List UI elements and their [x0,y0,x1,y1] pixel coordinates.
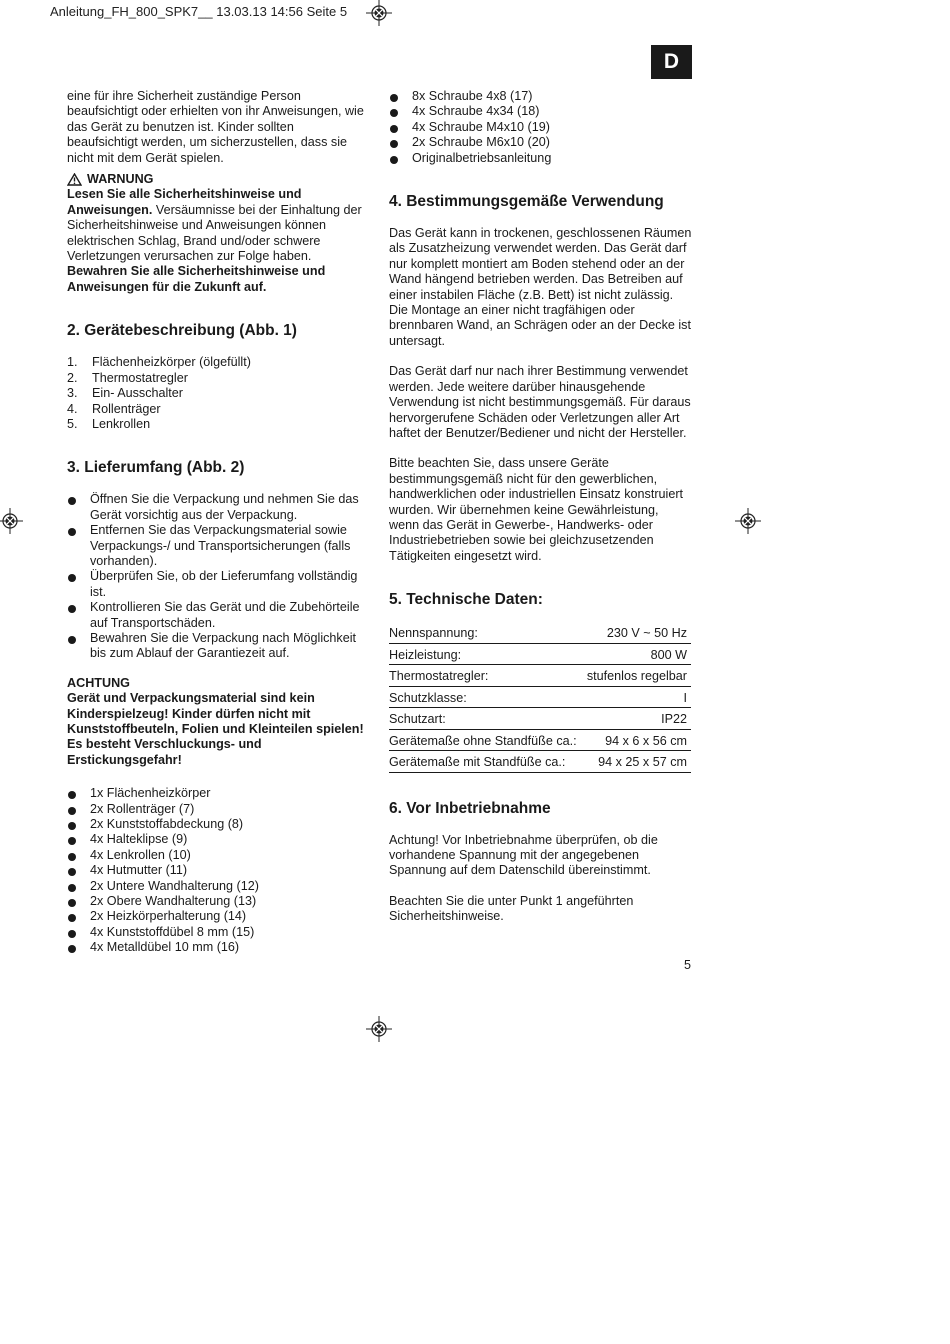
list-item: Öffnen Sie die Verpackung und nehmen Sie das Gerät vorsichtig aus der Verpackung. [67,492,367,523]
list-item: 1. Flächenheizkörper (ölgefüllt) [67,355,251,370]
bullet-icon [68,528,76,536]
registration-mark-icon [366,1016,392,1042]
table-row: Gerätemaße ohne Standfüße ca.: 94 x 6 x 56 cm [389,729,691,751]
list-item: Kontrollieren Sie das Gerät und die Zubehörteile auf Transportschäden. [67,600,367,631]
bullet-icon [68,884,76,892]
intended-use-paragraph-1: Das Gerät kann in trockenen, geschlossenen Räumen als Zusatzheizung verwendet werden. Das Gerät darf nur komplett montiert am Boden stehend oder an der Wand hängend betrieben werden. Das Betreiben auf einer instabilen Fläche (z.B. Bett) ist nicht zulässig. Die Montage an einer nicht tragfähigen oder brennbaren Wand, an Schrägen oder an der Decke ist untersagt. [389,226,692,348]
list-item: Originalbetriebsanleitung [389,151,692,166]
bullet-icon [68,822,76,830]
list-item: 4x Halteklipse (9) [67,832,367,847]
bullet-icon [390,140,398,148]
warning-keep-note: Bewahren Sie alle Sicherheitshinweise und Anweisungen für die Zukunft auf. [67,264,326,294]
bullet-icon [390,125,398,133]
list-item: 2x Schraube M6x10 (20) [389,135,692,150]
unpacking-steps-list [67,492,367,661]
list-item: 4x Kunststoffdübel 8 mm (15) [67,925,367,940]
bullet-icon [68,853,76,861]
list-item: 4x Hutmutter (11) [67,863,367,878]
bullet-icon [68,868,76,876]
warning-heading [67,172,367,187]
bullet-icon [390,109,398,117]
bullet-icon [68,837,76,845]
bullet-icon [68,945,76,953]
section-3-heading: 3. Lieferumfang (Abb. 2) [67,459,245,477]
right-column [389,89,692,925]
warning-body: Versäumnisse bei der Einhaltung der Sicherheitshinweise und Anweisungen können elektrischen Schlag, Brand und/oder schwere Verletzungen verursachen zur Folge haben. [67,202,362,264]
pre-operation-paragraph-2: Beachten Sie die unter Punkt 1 angeführten Sicherheitshinweise. [389,893,634,924]
bullet-icon [68,497,76,505]
left-column [67,89,367,956]
section-4-heading: 4. Bestimmungsgemäße Verwendung [389,193,664,211]
list-item: 2x Heizkörperhalterung (14) [67,909,367,924]
bullet-icon [68,636,76,644]
list-item: 2x Rollenträger (7) [67,802,367,817]
list-item: Überprüfen Sie, ob der Lieferumfang vollständig ist. [67,569,367,600]
warning-bold-lead: Lesen Sie alle Sicherheitshinweise und Anweisungen. [67,187,302,217]
table-row: Thermostatregler: stufenlos regelbar [389,665,691,687]
section-2-heading: 2. Gerätebeschreibung (Abb. 1) [67,322,297,340]
list-item: 2x Obere Wandhalterung (13) [67,894,367,909]
technical-data-table [389,622,691,773]
list-item: Bewahren Sie die Verpackung nach Möglichkeit bis zum Ablauf der Garantiezeit auf. [67,631,367,662]
list-item: 4x Metalldübel 10 mm (16) [67,940,367,955]
warning-title: WARNUNG [87,172,154,187]
language-badge: D [651,45,692,79]
bullet-icon [68,914,76,922]
print-header: Anleitung_FH_800_SPK7__ 13.03.13 14:56 Seite 5 [50,4,348,19]
bullet-icon [68,791,76,799]
registration-mark-icon [735,508,761,534]
bullet-icon [68,930,76,938]
achtung-title: ACHTUNG [67,675,130,690]
list-item: 1x Flächenheizkörper [67,786,367,801]
warning-triangle-icon [67,173,82,186]
delivery-parts-list [67,786,367,955]
list-item: 2x Kunststoffabdeckung (8) [67,817,367,832]
list-item: 4. Rollenträger [67,401,161,416]
bullet-icon [68,605,76,613]
achtung-text: Gerät und Verpackungsmaterial sind kein Kinderspielzeug! Kinder dürfen nicht mit Kunststoffbeuteln, Folien und Kleinteilen spielen! Es besteht Verschluckungs- und Erstickungsgefahr! [67,691,364,767]
intended-use-paragraph-3: Bitte beachten Sie, dass unsere Geräte bestimmungsgemäß nicht für den gewerblichen, handwerklichen oder industriellen Einsatz konstruiert wurden. Wir übernehmen keine Gewährleistung, wenn das Gerät in Gewerbe-, Handwerks- oder Industriebetrieben sowie bei gleichzusetzenden Tätigkeiten eingesetzt wird. [389,456,684,563]
list-item: 2. Thermostatregler [67,370,188,385]
section-6-heading: 6. Vor Inbetriebnahme [389,799,551,817]
registration-mark-icon [366,0,392,26]
list-item: Entfernen Sie das Verpackungsmaterial sowie Verpackungs-/ und Transportsicherungen (falls vorhanden). [67,523,367,569]
bullet-icon [68,899,76,907]
bullet-icon [390,156,398,164]
bullet-icon [390,94,398,102]
list-item: 2x Untere Wandhalterung (12) [67,879,367,894]
list-item: 3. Ein- Ausschalter [67,386,183,401]
bullet-icon [68,807,76,815]
warning-paragraph [67,187,367,264]
list-item: 4x Schraube M4x10 (19) [389,120,692,135]
table-row: Nennspannung: 230 V ~ 50 Hz [389,622,691,643]
bullet-icon [68,574,76,582]
registration-mark-icon [0,508,23,534]
delivery-parts-list-continued [389,89,692,166]
table-row: Schutzklasse: I [389,686,691,708]
pre-operation-paragraph-1: Achtung! Vor Inbetriebnahme überprüfen, ob die vorhandene Spannung mit der angegebenen Spannung auf dem Datenschild übereinstimmt. [389,832,658,878]
table-row: Schutzart: IP22 [389,708,691,730]
intro-paragraph: eine für ihre Sicherheit zuständige Person beaufsichtigt oder erhielten von ihr Anweisungen, wie das Gerät zu benutzen ist. Kinder sollten beaufsichtigt werden, um sicherzustellen, dass sie nicht mit dem Gerät spielen. [67,89,364,165]
table-row: Heizleistung: 800 W [389,643,691,665]
list-item: 8x Schraube 4x8 (17) [389,89,692,104]
list-item: 4x Lenkrollen (10) [67,848,367,863]
list-item: 4x Schraube 4x34 (18) [389,104,692,119]
device-parts-list [67,355,367,432]
table-row: Gerätemaße mit Standfüße ca.: 94 x 25 x 57 cm [389,751,691,773]
section-5-heading: 5. Technische Daten: [389,591,543,609]
list-item: 5. Lenkrollen [67,416,151,431]
intended-use-paragraph-2: Das Gerät darf nur nach ihrer Bestimmung verwendet werden. Jede weitere darüber hinausgehende Verwendung ist nicht bestimmungsgemäß. Für daraus hervorgerufene Schäden oder Verletzungen aller Art haftet der Benutzer/Bediener und nicht der Hersteller. [389,364,691,440]
page-number: 5 [684,958,692,972]
